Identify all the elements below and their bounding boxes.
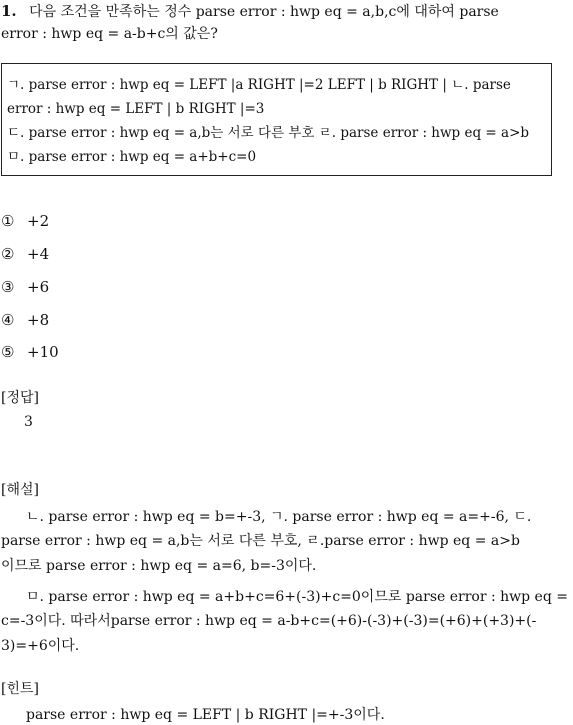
conditions-box: [1, 63, 552, 176]
choice-5[interactable]: [1, 343, 59, 361]
explanation-heading: [해설]: [1, 482, 39, 498]
question-text-2: error : hwp eq = a-b+c의 값은?: [1, 26, 218, 42]
explanation-line-2: parse error : hwp eq = a,b는 서로 다른 부호, ㄹ.parse error : hwp eq = a>b: [1, 533, 520, 549]
choice-1-text: +2: [27, 212, 50, 230]
choice-4-text: +8: [27, 311, 50, 329]
question-number: 1.: [1, 2, 17, 20]
choice-2-text: +4: [27, 245, 50, 263]
explanation-line-5: c=-3이다. 따라서parse error : hwp eq = a-b+c=(+6)-(-3)+(-3)=(+6)+(+3)+(-: [1, 613, 537, 629]
choice-3[interactable]: [1, 278, 49, 296]
choice-2-mark: ②: [1, 245, 15, 263]
condition-line-1: ㄱ. parse error : hwp eq = LEFT |a RIGHT |=2 LEFT | b RIGHT | ㄴ. parse: [7, 77, 511, 93]
question-line-1: [1, 2, 499, 21]
choice-3-mark: ③: [1, 278, 15, 296]
condition-line-3: ㄷ. parse error : hwp eq = a,b는 서로 다른 부호 ㄹ. parse error : hwp eq = a>b: [7, 125, 530, 141]
choice-5-text: +10: [27, 343, 59, 361]
condition-line-2: error : hwp eq = LEFT | b RIGHT |=3: [7, 101, 265, 117]
condition-line-4: ㅁ. parse error : hwp eq = a+b+c=0: [7, 149, 257, 165]
question-text-1: 다음 조건을 만족하는 정수 parse error : hwp eq = a,b,c에 대하여 parse: [29, 4, 499, 20]
choice-4-mark: ④: [1, 311, 15, 329]
hint-line-1: parse error : hwp eq = LEFT | b RIGHT |=+-3이다.: [26, 707, 385, 723]
choice-2[interactable]: [1, 245, 49, 263]
choice-1-mark: ①: [1, 212, 15, 230]
answer-value: 3: [24, 414, 33, 430]
explanation-line-3: 이므로 parse error : hwp eq = a=6, b=-3이다.: [1, 558, 317, 574]
explanation-line-4: ㅁ. parse error : hwp eq = a+b+c=6+(-3)+c=0이므로 parse error : hwp eq =: [26, 589, 568, 605]
choice-1[interactable]: [1, 212, 49, 230]
explanation-line-6: 3)=+6이다.: [1, 638, 80, 654]
choice-3-text: +6: [27, 278, 50, 296]
hint-heading: [힌트]: [1, 681, 39, 697]
explanation-line-1: ㄴ. parse error : hwp eq = b=+-3, ㄱ. parse error : hwp eq = a=+-6, ㄷ.: [26, 509, 532, 525]
answer-heading: [정답]: [1, 390, 39, 406]
choice-4[interactable]: [1, 311, 49, 329]
choice-5-mark: ⑤: [1, 343, 15, 361]
